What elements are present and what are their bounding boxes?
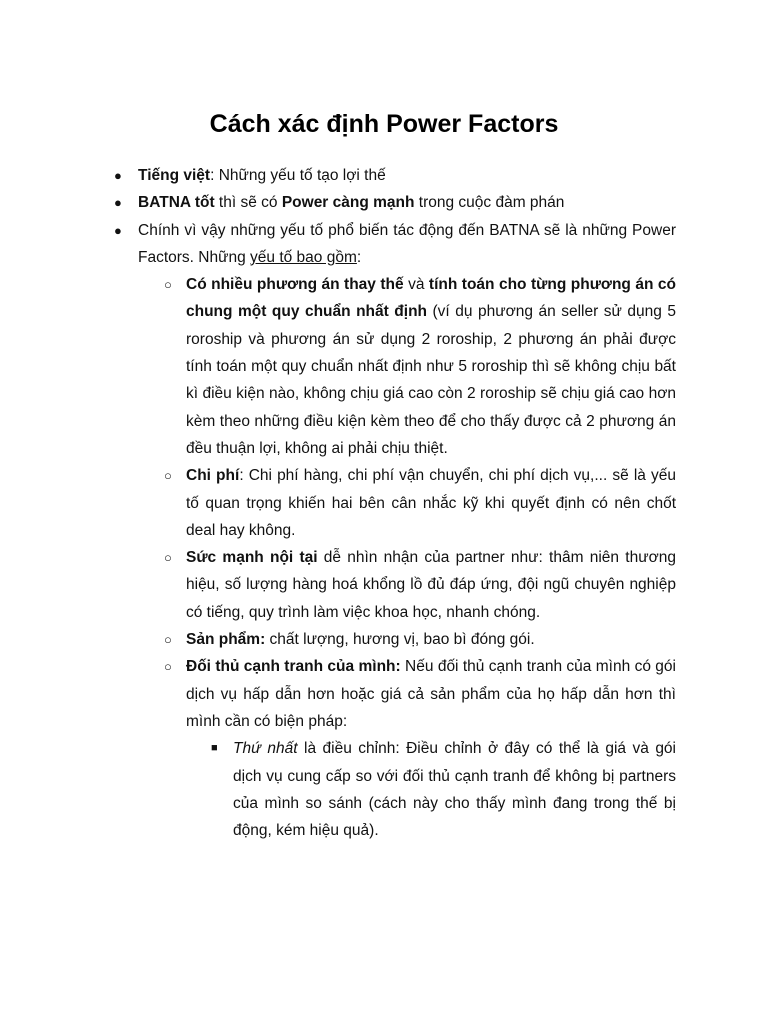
sub-sub-list-item (207, 735, 676, 844)
sub-list-item (160, 626, 676, 653)
body-text: là điều chỉnh: Điều chỉnh ở đây có thể là giá và gói dịch vụ cung cấp so với đối thủ cạnh tranh để không bị partners của mình so sánh (cách này cho thấy mình đang trong thế bị động, kém hiệu quả). (233, 740, 676, 840)
body-text: : Những yếu tố tạo lợi thế (210, 167, 386, 184)
bold-text: Tiếng việt (138, 167, 211, 184)
body-text: chất lượng, hương vị, bao bì đóng gói. (265, 631, 535, 649)
bold-text: tính toán cho từng phương án có chung một quy chuẩn nhất định (186, 276, 676, 321)
body-text: và (403, 276, 429, 294)
sub-sub-bullet-list (186, 735, 676, 844)
italic-text: Thứ nhất (233, 740, 298, 758)
underlined-text: yếu tố bao gồm (250, 248, 357, 266)
bold-text: Sức mạnh nội tại (186, 549, 318, 567)
circle-marker: ○ (164, 277, 172, 293)
sub-list-item (160, 271, 676, 462)
body-text: : Chi phí hàng, chi phí vận chuyển, chi phí dịch vụ,... sẽ là yếu tố quan trọng khiến hai bên cân nhắc kỹ khi quyết định có nên chốt deal hay không. (186, 467, 676, 539)
circle-marker: ○ (164, 550, 172, 566)
bold-text: BATNA tốt (138, 194, 215, 212)
square-marker: ■ (211, 742, 218, 755)
bold-text: Có nhiều phương án thay thế (186, 276, 404, 294)
body-text: thì sẽ có (214, 194, 282, 212)
bold-text: Power càng mạnh (281, 194, 415, 212)
list-item (112, 162, 676, 189)
bullet-marker: ● (114, 195, 122, 211)
bullet-marker: ● (114, 222, 122, 238)
body-text: dễ nhìn nhận của partner như: thâm niên thương hiệu, số lượng hàng hoá khổng lồ đủ đáp ứng, đội ngũ chuyên nghiệp có tiếng, quy trình làm việc khoa học, nhanh chóng. (186, 549, 676, 621)
body-text: Nếu đối thủ cạnh tranh của mình có gói dịch vụ hấp dẫn hơn hoặc giá cả sản phẩm của họ hấp dẫn hơn thì mình cần có biện pháp: (186, 658, 676, 730)
body-text: Chính vì vậy những yếu tố phổ biến tác động đến BATNA sẽ là những Power Factors. Những (138, 221, 676, 266)
document-title: Cách xác định Power Factors (209, 110, 559, 138)
circle-marker: ○ (164, 468, 172, 484)
bold-text: Sản phẩm: (186, 631, 266, 649)
sub-list-item (160, 462, 676, 544)
body-text: : (356, 248, 362, 266)
sub-list-item (160, 544, 676, 626)
body-text: trong cuộc đàm phán (414, 194, 565, 212)
bold-text: Chi phí (186, 467, 240, 485)
sub-list-item (160, 653, 676, 844)
sub-bullet-list (138, 271, 676, 844)
circle-marker: ○ (164, 632, 172, 648)
circle-marker: ○ (164, 659, 172, 675)
list-item (112, 189, 676, 216)
body-text: (ví dụ phương án seller sử dụng 5 roroship và phương án sử dụng 2 roroship, 2 phương án phải được tính toán một quy chuẩn nhất định như 5 roroship thì sẽ không chịu bất kì điều kiện nào, không chịu giá cao còn 2 roroship sẽ chịu giá cao hơn kèm theo những điều kiện kèm theo để cho thấy được cả 2 phương án đều thuận lợi, không ai phải chịu thiệt. (186, 303, 676, 457)
list-item (112, 217, 676, 845)
bullet-marker: ● (114, 168, 122, 183)
bold-text: Đối thủ cạnh tranh của mình: (186, 658, 401, 676)
main-bullet-list (112, 162, 676, 844)
